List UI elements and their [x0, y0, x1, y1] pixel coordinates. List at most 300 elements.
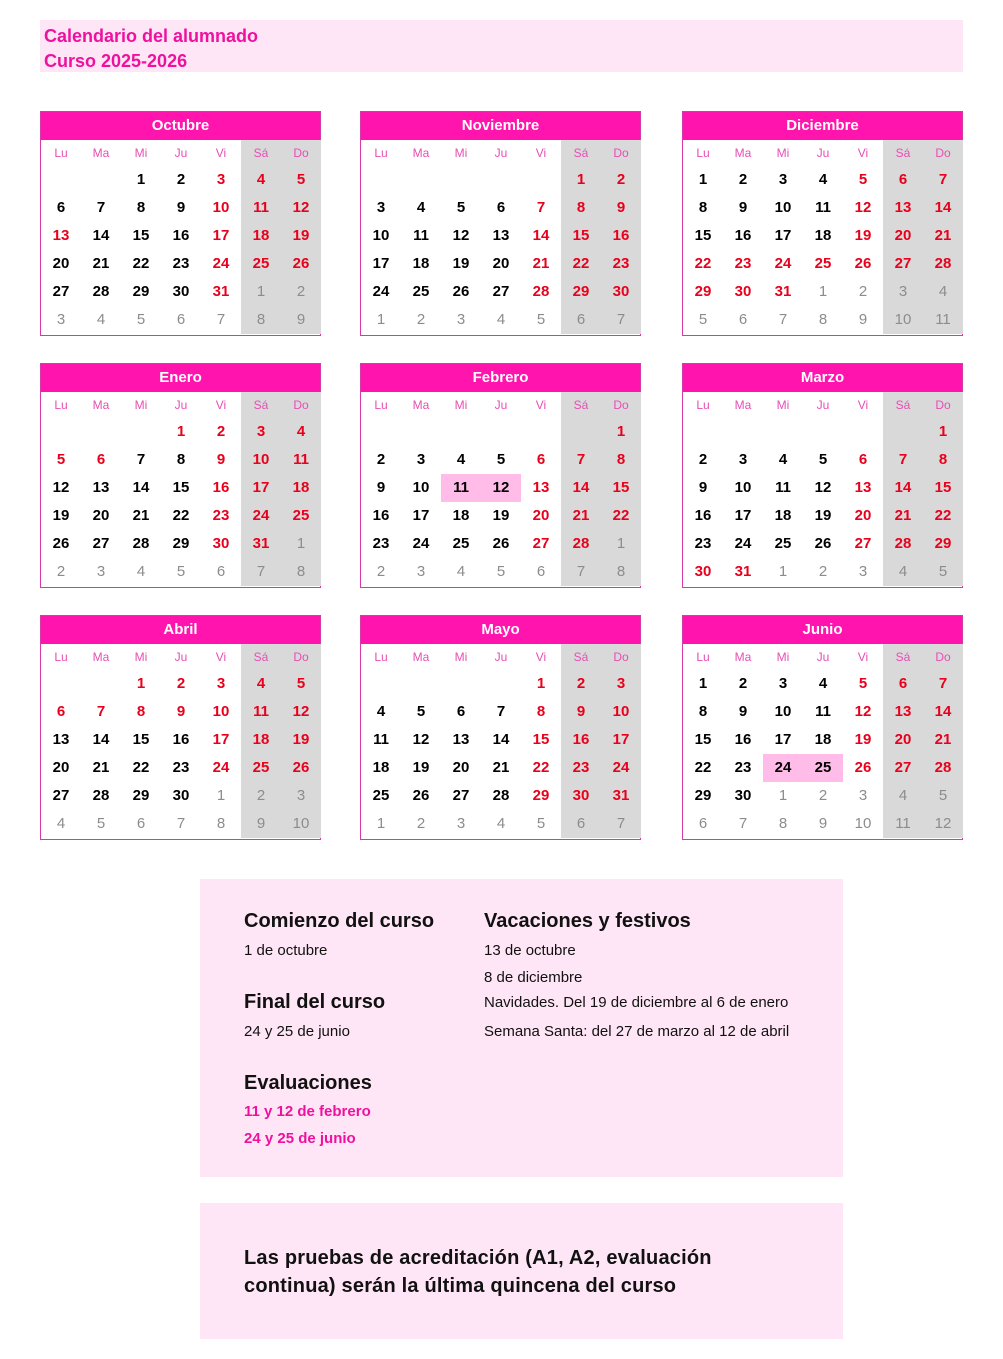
- evaluation-day-cell: 24: [763, 754, 803, 782]
- weekday-label: Ju: [494, 146, 508, 160]
- empty-day-cell: [481, 418, 521, 446]
- day-cell: 19: [452, 255, 470, 272]
- month-grid: [683, 140, 963, 334]
- adjacent-month-day: 5: [536, 815, 546, 832]
- day-cell: 28: [532, 283, 550, 300]
- weekday-label: Do: [613, 398, 629, 412]
- adjacent-month-day: 4: [136, 563, 146, 580]
- day-cell: 9: [576, 703, 586, 720]
- day-cell: 15: [612, 479, 630, 496]
- day-cell: 14: [934, 703, 952, 720]
- day-cell: 16: [372, 507, 390, 524]
- evaluation-day-cell: 11: [441, 474, 481, 502]
- day-cell: 16: [212, 479, 230, 496]
- day-cell: 26: [292, 255, 310, 272]
- day-cell: 17: [774, 731, 792, 748]
- weekday-label: Sá: [253, 398, 269, 412]
- day-cell: 29: [132, 787, 150, 804]
- day-cell: 1: [616, 423, 626, 440]
- day-cell: 6: [96, 451, 106, 468]
- day-cell: 17: [212, 731, 230, 748]
- adjacent-month-day: 8: [296, 563, 306, 580]
- weekday-label: Vi: [535, 146, 547, 160]
- day-cell: 26: [854, 255, 872, 272]
- adjacent-month-day: 10: [854, 815, 872, 832]
- day-cell: 15: [132, 731, 150, 748]
- day-cell: 8: [536, 703, 546, 720]
- adjacent-month-day: 3: [416, 563, 426, 580]
- empty-day-cell: [361, 418, 401, 446]
- day-cell: 6: [56, 703, 66, 720]
- day-cell: 20: [452, 759, 470, 776]
- adjacent-month-day: 8: [818, 311, 828, 328]
- weekday-label: Ma: [734, 398, 752, 412]
- adjacent-month-day: 5: [96, 815, 106, 832]
- day-cell: 19: [814, 507, 832, 524]
- day-cell: 26: [492, 535, 510, 552]
- day-cell: 23: [734, 759, 752, 776]
- adjacent-month-day: 5: [536, 311, 546, 328]
- eval-date: 24 y 25 de junio: [244, 1130, 356, 1147]
- day-cell: 28: [894, 535, 912, 552]
- month-grid: [683, 644, 963, 838]
- adjacent-month-day: 4: [56, 815, 66, 832]
- adjacent-month-day: 2: [818, 563, 828, 580]
- start-heading: Comienzo del curso: [244, 910, 435, 932]
- day-cell: 31: [212, 283, 230, 300]
- eval-heading: Evaluaciones: [244, 1072, 372, 1094]
- day-cell: 8: [616, 451, 626, 468]
- adjacent-month-day: 4: [496, 311, 506, 328]
- day-cell: 4: [296, 423, 306, 440]
- holiday-item: Semana Santa: del 27 de marzo al 12 de abril: [484, 1023, 790, 1040]
- day-cell: 7: [938, 171, 948, 188]
- adjacent-month-day: 6: [698, 815, 708, 832]
- adjacent-month-day: 4: [96, 311, 106, 328]
- weekday-label: Vi: [215, 146, 227, 160]
- weekday-label: Ju: [174, 398, 188, 412]
- day-cell: 9: [698, 479, 708, 496]
- day-cell: 19: [52, 507, 70, 524]
- day-cell: 1: [698, 171, 708, 188]
- empty-day-cell: [401, 670, 441, 698]
- weekday-label: Sá: [253, 650, 269, 664]
- evaluation-day-cell: 12: [481, 474, 521, 502]
- day-cell: 22: [132, 255, 150, 272]
- weekday-label: Sá: [895, 650, 911, 664]
- adjacent-month-day: 4: [496, 815, 506, 832]
- day-cell: 27: [532, 535, 550, 552]
- day-cell: 12: [814, 479, 832, 496]
- day-cell: 20: [894, 227, 912, 244]
- day-cell: 10: [612, 703, 630, 720]
- day-cell: 21: [894, 507, 912, 524]
- weekday-label: Mi: [454, 398, 468, 412]
- weekday-label: Vi: [535, 650, 547, 664]
- adjacent-month-day: 2: [858, 283, 868, 300]
- day-cell: 10: [212, 703, 230, 720]
- adjacent-month-day: 1: [296, 535, 306, 552]
- weekday-label: Ma: [92, 398, 110, 412]
- adjacent-month-day: 1: [818, 283, 828, 300]
- day-cell: 24: [212, 759, 230, 776]
- weekday-label: Sá: [573, 398, 589, 412]
- weekday-label: Ju: [174, 650, 188, 664]
- weekday-label: Do: [935, 146, 951, 160]
- day-cell: 8: [698, 199, 708, 216]
- weekday-label: Vi: [857, 650, 869, 664]
- day-cell: 21: [92, 255, 110, 272]
- day-cell: 26: [52, 535, 70, 552]
- day-cell: 14: [492, 731, 510, 748]
- adjacent-month-day: 6: [536, 563, 546, 580]
- weekday-label: Mi: [134, 650, 148, 664]
- adjacent-month-day: 7: [778, 311, 788, 328]
- day-cell: 19: [292, 731, 310, 748]
- day-cell: 17: [372, 255, 390, 272]
- day-cell: 21: [532, 255, 550, 272]
- day-cell: 15: [694, 731, 712, 748]
- day-cell: 23: [734, 255, 752, 272]
- day-cell: 12: [854, 199, 872, 216]
- month-calendar: [40, 111, 321, 336]
- day-cell: 20: [532, 507, 550, 524]
- weekday-label: Lu: [54, 650, 68, 664]
- day-cell: 8: [136, 703, 146, 720]
- day-cell: 27: [52, 787, 70, 804]
- weekday-label: Do: [613, 146, 629, 160]
- day-cell: 20: [92, 507, 110, 524]
- day-cell: 7: [576, 451, 586, 468]
- weekday-label: Ma: [734, 650, 752, 664]
- month-name: Marzo: [683, 364, 962, 392]
- day-cell: 23: [212, 507, 230, 524]
- day-cell: 13: [52, 227, 70, 244]
- empty-day-cell: [803, 418, 843, 446]
- weekday-label: Do: [935, 398, 951, 412]
- adjacent-month-day: 2: [416, 815, 426, 832]
- day-cell: 4: [778, 451, 788, 468]
- day-cell: 29: [694, 787, 712, 804]
- month-name: Diciembre: [683, 112, 962, 140]
- day-cell: 2: [738, 171, 748, 188]
- adjacent-month-day: 5: [176, 563, 186, 580]
- adjacent-month-day: 9: [818, 815, 828, 832]
- month-name: Mayo: [361, 616, 640, 644]
- day-cell: 20: [894, 731, 912, 748]
- day-cell: 22: [132, 759, 150, 776]
- day-cell: 28: [934, 759, 952, 776]
- day-cell: 6: [536, 451, 546, 468]
- day-cell: 23: [172, 255, 190, 272]
- day-cell: 16: [612, 227, 630, 244]
- day-cell: 15: [172, 479, 190, 496]
- adjacent-month-day: 9: [858, 311, 868, 328]
- month-calendar: [360, 111, 641, 336]
- adjacent-month-day: 5: [938, 787, 948, 804]
- adjacent-month-day: 1: [216, 787, 226, 804]
- day-cell: 24: [212, 255, 230, 272]
- weekday-label: Ju: [816, 398, 830, 412]
- day-cell: 4: [818, 675, 828, 692]
- adjacent-month-day: 8: [256, 311, 266, 328]
- day-cell: 10: [734, 479, 752, 496]
- empty-day-cell: [361, 670, 401, 698]
- month-calendar: [40, 615, 321, 840]
- holiday-item: Navidades. Del 19 de diciembre al 6 de enero: [484, 994, 789, 1011]
- day-cell: 28: [92, 787, 110, 804]
- adjacent-month-day: 2: [818, 787, 828, 804]
- month-grid: [361, 392, 641, 586]
- note-panel: [200, 1203, 843, 1339]
- day-cell: 5: [456, 199, 466, 216]
- weekday-label: Ju: [816, 650, 830, 664]
- day-cell: 21: [132, 507, 150, 524]
- month-grid: [361, 140, 641, 334]
- day-cell: 6: [898, 675, 908, 692]
- weekday-label: Do: [293, 398, 309, 412]
- day-cell: 30: [612, 283, 630, 300]
- weekday-label: Mi: [776, 146, 790, 160]
- month-calendar: [682, 615, 963, 840]
- start-date: 1 de octubre: [244, 942, 328, 959]
- day-cell: 9: [738, 199, 748, 216]
- empty-day-cell: [481, 166, 521, 194]
- adjacent-month-day: 1: [376, 311, 386, 328]
- empty-day-cell: [401, 418, 441, 446]
- empty-day-cell: [81, 670, 121, 698]
- month-grid: [41, 392, 321, 586]
- day-cell: 12: [292, 199, 310, 216]
- day-cell: 13: [492, 227, 510, 244]
- day-cell: 11: [373, 731, 389, 748]
- adjacent-month-day: 4: [938, 283, 948, 300]
- adjacent-month-day: 6: [576, 815, 586, 832]
- day-cell: 20: [854, 507, 872, 524]
- adjacent-month-day: 5: [496, 563, 506, 580]
- day-cell: 31: [252, 535, 270, 552]
- day-cell: 14: [532, 227, 550, 244]
- day-cell: 28: [934, 255, 952, 272]
- day-cell: 11: [293, 451, 309, 468]
- day-cell: 10: [212, 199, 230, 216]
- day-cell: 29: [132, 283, 150, 300]
- empty-day-cell: [81, 418, 121, 446]
- weekday-label: Sá: [895, 146, 911, 160]
- day-cell: 15: [572, 227, 590, 244]
- day-cell: 22: [532, 759, 550, 776]
- month-name: Abril: [41, 616, 320, 644]
- adjacent-month-day: 2: [296, 283, 306, 300]
- day-cell: 19: [412, 759, 430, 776]
- day-cell: 20: [52, 759, 70, 776]
- day-cell: 18: [814, 227, 832, 244]
- adjacent-month-day: 3: [56, 311, 66, 328]
- adjacent-month-day: 9: [256, 815, 266, 832]
- day-cell: 13: [52, 731, 70, 748]
- weekday-label: Lu: [696, 146, 710, 160]
- weekday-label: Vi: [215, 650, 227, 664]
- day-cell: 5: [858, 171, 868, 188]
- day-cell: 10: [412, 479, 430, 496]
- empty-day-cell: [723, 418, 763, 446]
- weekday-label: Lu: [374, 146, 388, 160]
- day-cell: 17: [774, 227, 792, 244]
- day-cell: 26: [452, 283, 470, 300]
- day-cell: 5: [296, 171, 306, 188]
- adjacent-month-day: 5: [136, 311, 146, 328]
- day-cell: 9: [376, 479, 386, 496]
- day-cell: 11: [413, 227, 429, 244]
- eval-date: 11 y 12 de febrero: [244, 1103, 371, 1120]
- adjacent-month-day: 8: [616, 563, 626, 580]
- day-cell: 31: [612, 787, 630, 804]
- info-panel: [200, 879, 843, 1177]
- weekday-label: Lu: [696, 398, 710, 412]
- day-cell: 14: [132, 479, 150, 496]
- day-cell: 17: [612, 731, 630, 748]
- day-cell: 20: [52, 255, 70, 272]
- day-cell: 28: [92, 283, 110, 300]
- adjacent-month-day: 4: [456, 563, 466, 580]
- day-cell: 1: [698, 675, 708, 692]
- month-grid: [361, 644, 641, 838]
- day-cell: 27: [92, 535, 110, 552]
- day-cell: 25: [452, 535, 470, 552]
- adjacent-month-day: 4: [898, 787, 908, 804]
- holidays-heading: Vacaciones y festivos: [484, 910, 691, 932]
- day-cell: 12: [412, 731, 430, 748]
- empty-day-cell: [481, 670, 521, 698]
- day-cell: 7: [96, 703, 106, 720]
- adjacent-month-day: 9: [296, 311, 306, 328]
- day-cell: 22: [694, 255, 712, 272]
- day-cell: 18: [814, 731, 832, 748]
- empty-day-cell: [883, 418, 923, 446]
- day-cell: 21: [934, 227, 952, 244]
- day-cell: 23: [694, 535, 712, 552]
- day-cell: 24: [252, 507, 270, 524]
- weekday-label: Mi: [134, 398, 148, 412]
- day-cell: 9: [176, 703, 186, 720]
- day-cell: 2: [698, 451, 708, 468]
- adjacent-month-day: 2: [376, 563, 386, 580]
- day-cell: 9: [616, 199, 626, 216]
- day-cell: 22: [934, 507, 952, 524]
- day-cell: 2: [176, 171, 186, 188]
- day-cell: 12: [452, 227, 470, 244]
- day-cell: 11: [815, 703, 831, 720]
- month-calendar: [360, 615, 641, 840]
- day-cell: 10: [252, 451, 270, 468]
- day-cell: 17: [412, 507, 430, 524]
- day-cell: 3: [216, 171, 226, 188]
- adjacent-month-day: 12: [934, 815, 952, 832]
- adjacent-month-day: 8: [778, 815, 788, 832]
- empty-day-cell: [521, 418, 561, 446]
- day-cell: 7: [496, 703, 506, 720]
- weekday-label: Do: [935, 650, 951, 664]
- day-cell: 14: [894, 479, 912, 496]
- day-cell: 24: [372, 283, 390, 300]
- day-cell: 21: [934, 731, 952, 748]
- day-cell: 27: [894, 759, 912, 776]
- day-cell: 2: [176, 675, 186, 692]
- month-grid: [683, 392, 963, 586]
- day-cell: 31: [734, 563, 752, 580]
- day-cell: 6: [56, 199, 66, 216]
- weekday-label: Ma: [412, 398, 430, 412]
- weekday-label: Do: [613, 650, 629, 664]
- page-title: Calendario del alumnado: [44, 26, 259, 46]
- adjacent-month-day: 11: [895, 815, 911, 832]
- day-cell: 23: [612, 255, 630, 272]
- day-cell: 7: [938, 675, 948, 692]
- month-name: Enero: [41, 364, 320, 392]
- title-box: [40, 20, 963, 72]
- day-cell: 3: [738, 451, 748, 468]
- day-cell: 22: [172, 507, 190, 524]
- day-cell: 19: [492, 507, 510, 524]
- day-cell: 18: [412, 255, 430, 272]
- day-cell: 8: [938, 451, 948, 468]
- day-cell: 11: [253, 199, 269, 216]
- adjacent-month-day: 2: [56, 563, 66, 580]
- day-cell: 20: [492, 255, 510, 272]
- day-cell: 31: [774, 283, 792, 300]
- empty-day-cell: [81, 166, 121, 194]
- adjacent-month-day: 7: [256, 563, 266, 580]
- day-cell: 10: [774, 199, 792, 216]
- weekday-label: Ma: [92, 650, 110, 664]
- weekday-label: Lu: [374, 650, 388, 664]
- day-cell: 19: [854, 227, 872, 244]
- day-cell: 12: [854, 703, 872, 720]
- month-grid: [41, 644, 321, 838]
- day-cell: 5: [56, 451, 66, 468]
- adjacent-month-day: 4: [898, 563, 908, 580]
- day-cell: 22: [694, 759, 712, 776]
- weekday-label: Mi: [454, 650, 468, 664]
- day-cell: 19: [292, 227, 310, 244]
- day-cell: 21: [492, 759, 510, 776]
- day-cell: 2: [376, 451, 386, 468]
- note-text: Las pruebas de acreditación (A1, A2, evaluación continua) serán la última quincena del curso: [244, 1247, 712, 1297]
- day-cell: 16: [694, 507, 712, 524]
- adjacent-month-day: 7: [576, 563, 586, 580]
- empty-day-cell: [41, 166, 81, 194]
- day-cell: 18: [292, 479, 310, 496]
- day-cell: 29: [572, 283, 590, 300]
- day-cell: 15: [934, 479, 952, 496]
- adjacent-month-day: 5: [938, 563, 948, 580]
- weekday-label: Do: [293, 146, 309, 160]
- adjacent-month-day: 6: [738, 311, 748, 328]
- day-cell: 15: [132, 227, 150, 244]
- day-cell: 1: [576, 171, 586, 188]
- weekday-label: Mi: [776, 398, 790, 412]
- day-cell: 16: [572, 731, 590, 748]
- adjacent-month-day: 3: [858, 563, 868, 580]
- adjacent-month-day: 2: [256, 787, 266, 804]
- adjacent-month-day: 7: [616, 311, 626, 328]
- day-cell: 3: [778, 171, 788, 188]
- empty-day-cell: [41, 670, 81, 698]
- empty-day-cell: [401, 166, 441, 194]
- adjacent-month-day: 11: [935, 311, 951, 328]
- day-cell: 7: [96, 199, 106, 216]
- day-cell: 1: [176, 423, 186, 440]
